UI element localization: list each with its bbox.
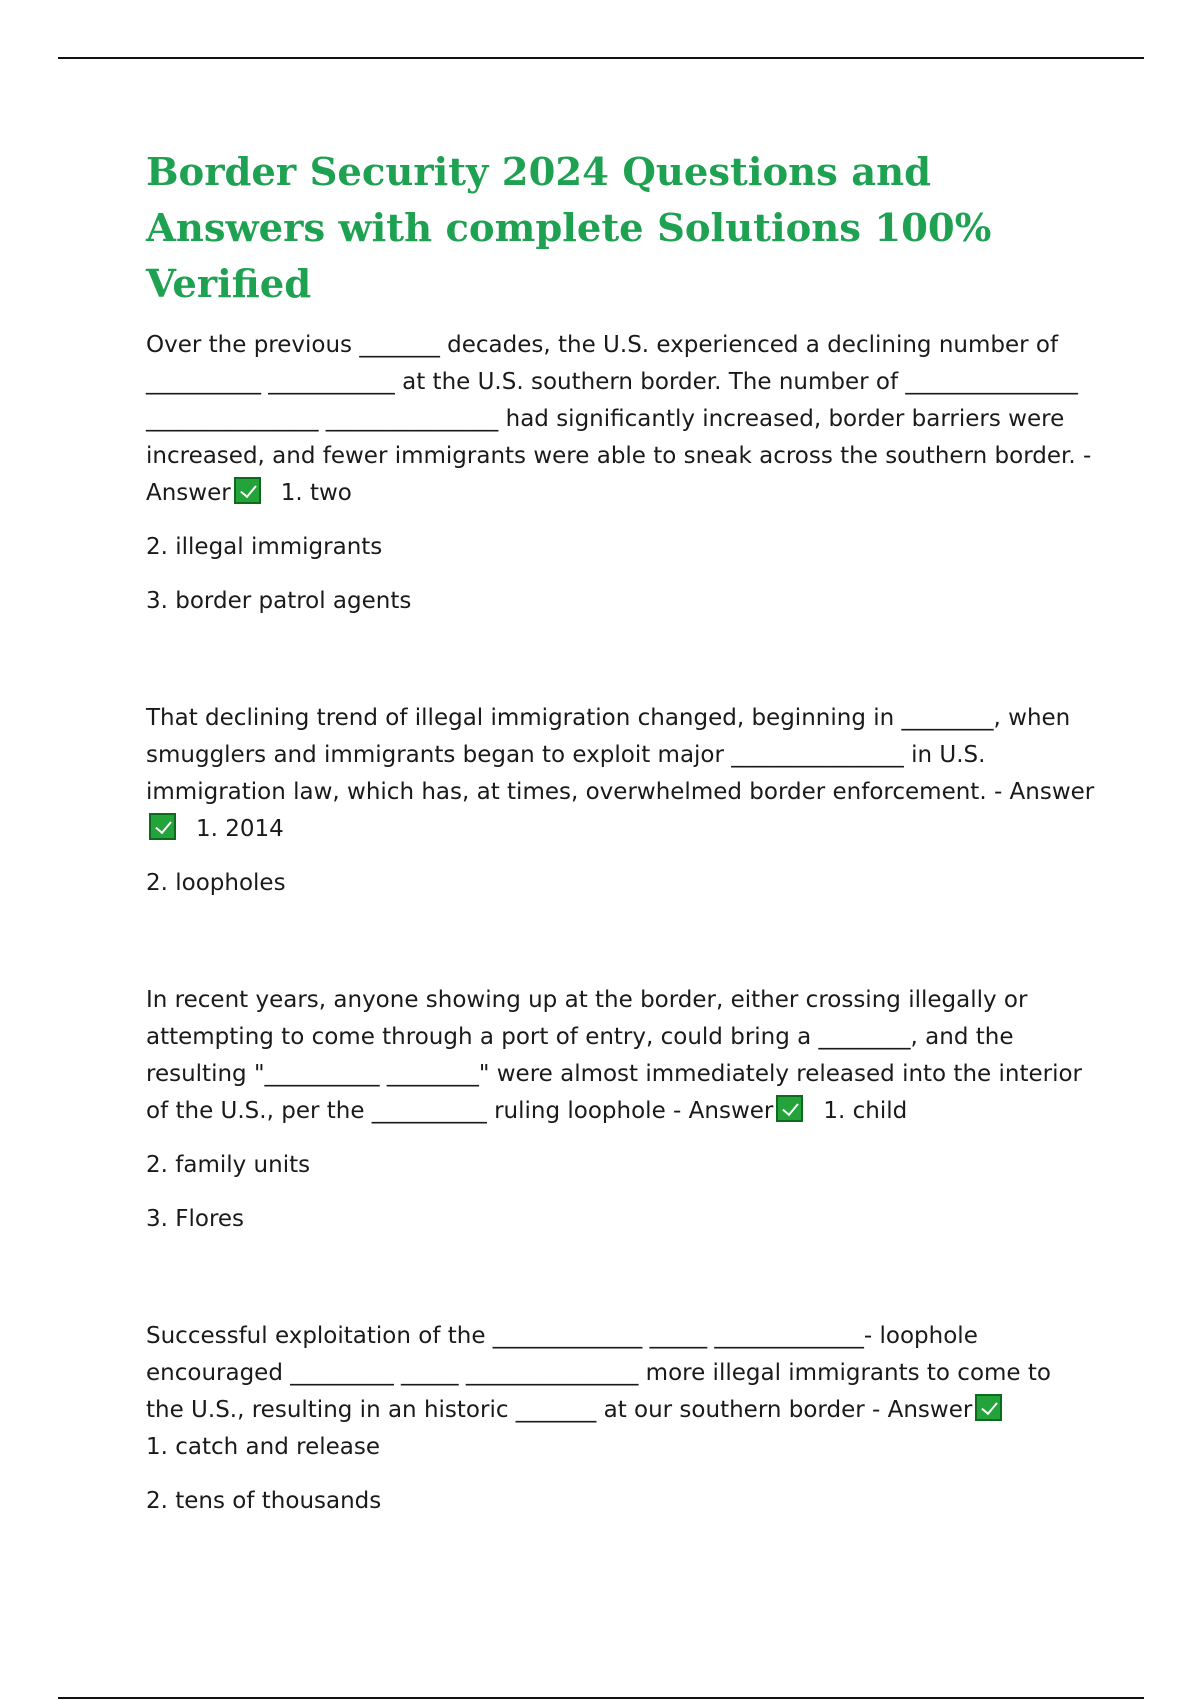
- checkmark-icon: [149, 813, 176, 840]
- answer-item: 2. family units: [146, 1152, 311, 1178]
- checkmark-icon: [234, 477, 261, 504]
- question-text: Successful exploitation of the _____________ _____ _____________- loophole encouraged _________ _____ _______________ more illegal immigrants to come to the U.S., resulting in an historic _______ at our southern border - Answer: [146, 1323, 1051, 1423]
- document-body: [146, 145, 1096, 1600]
- answer-item: 1. two: [280, 480, 352, 506]
- answer-item: 2. tens of thousands: [146, 1488, 382, 1514]
- answer-item: 3. Flores: [146, 1206, 245, 1232]
- qa-block-2: [146, 700, 1096, 902]
- qa-block-1: [146, 327, 1096, 620]
- answer-item: 2. illegal immigrants: [146, 534, 383, 560]
- qa-block-3: [146, 982, 1096, 1238]
- answer-item: 3. border patrol agents: [146, 588, 412, 614]
- checkmark-icon: [975, 1394, 1002, 1421]
- qa-block-4: [146, 1318, 1096, 1520]
- top-rule: [58, 57, 1144, 59]
- question-text: That declining trend of illegal immigration changed, beginning in ________, when smugglers and immigrants began to exploit major _______________ in U.S. immigration law, which has, at times, overwhelmed border enforcement. - Answer1. 2014: [146, 705, 1095, 842]
- question-text: In recent years, anyone showing up at the border, either crossing illegally or attempting to come through a port of entry, could bring a ________, and the resulting "__________ ________" were almost immediately released into the interior of the U.S., per the __________ ruling loophole - Answer 1. child: [146, 987, 1083, 1124]
- answer-item: 1. catch and release: [146, 1434, 380, 1460]
- page-title: Border Security 2024 Questions and Answers with complete Solutions 100% Verified: [146, 150, 992, 307]
- question-text: Over the previous _______ decades, the U.S. experienced a declining number of __________ ___________ at the U.S. southern border. The number of _______________ _______________ _______________ had significantly increased, border barriers were increased, and fewer immigrants were able to sneak across the southern border. - Answer 1. two: [146, 332, 1092, 506]
- checkmark-icon: [776, 1095, 803, 1122]
- answer-item: 1. child: [823, 1098, 908, 1124]
- bottom-rule: [58, 1697, 1144, 1699]
- answer-item: 1. 2014: [196, 816, 284, 842]
- answer-item: 2. loopholes: [146, 870, 286, 896]
